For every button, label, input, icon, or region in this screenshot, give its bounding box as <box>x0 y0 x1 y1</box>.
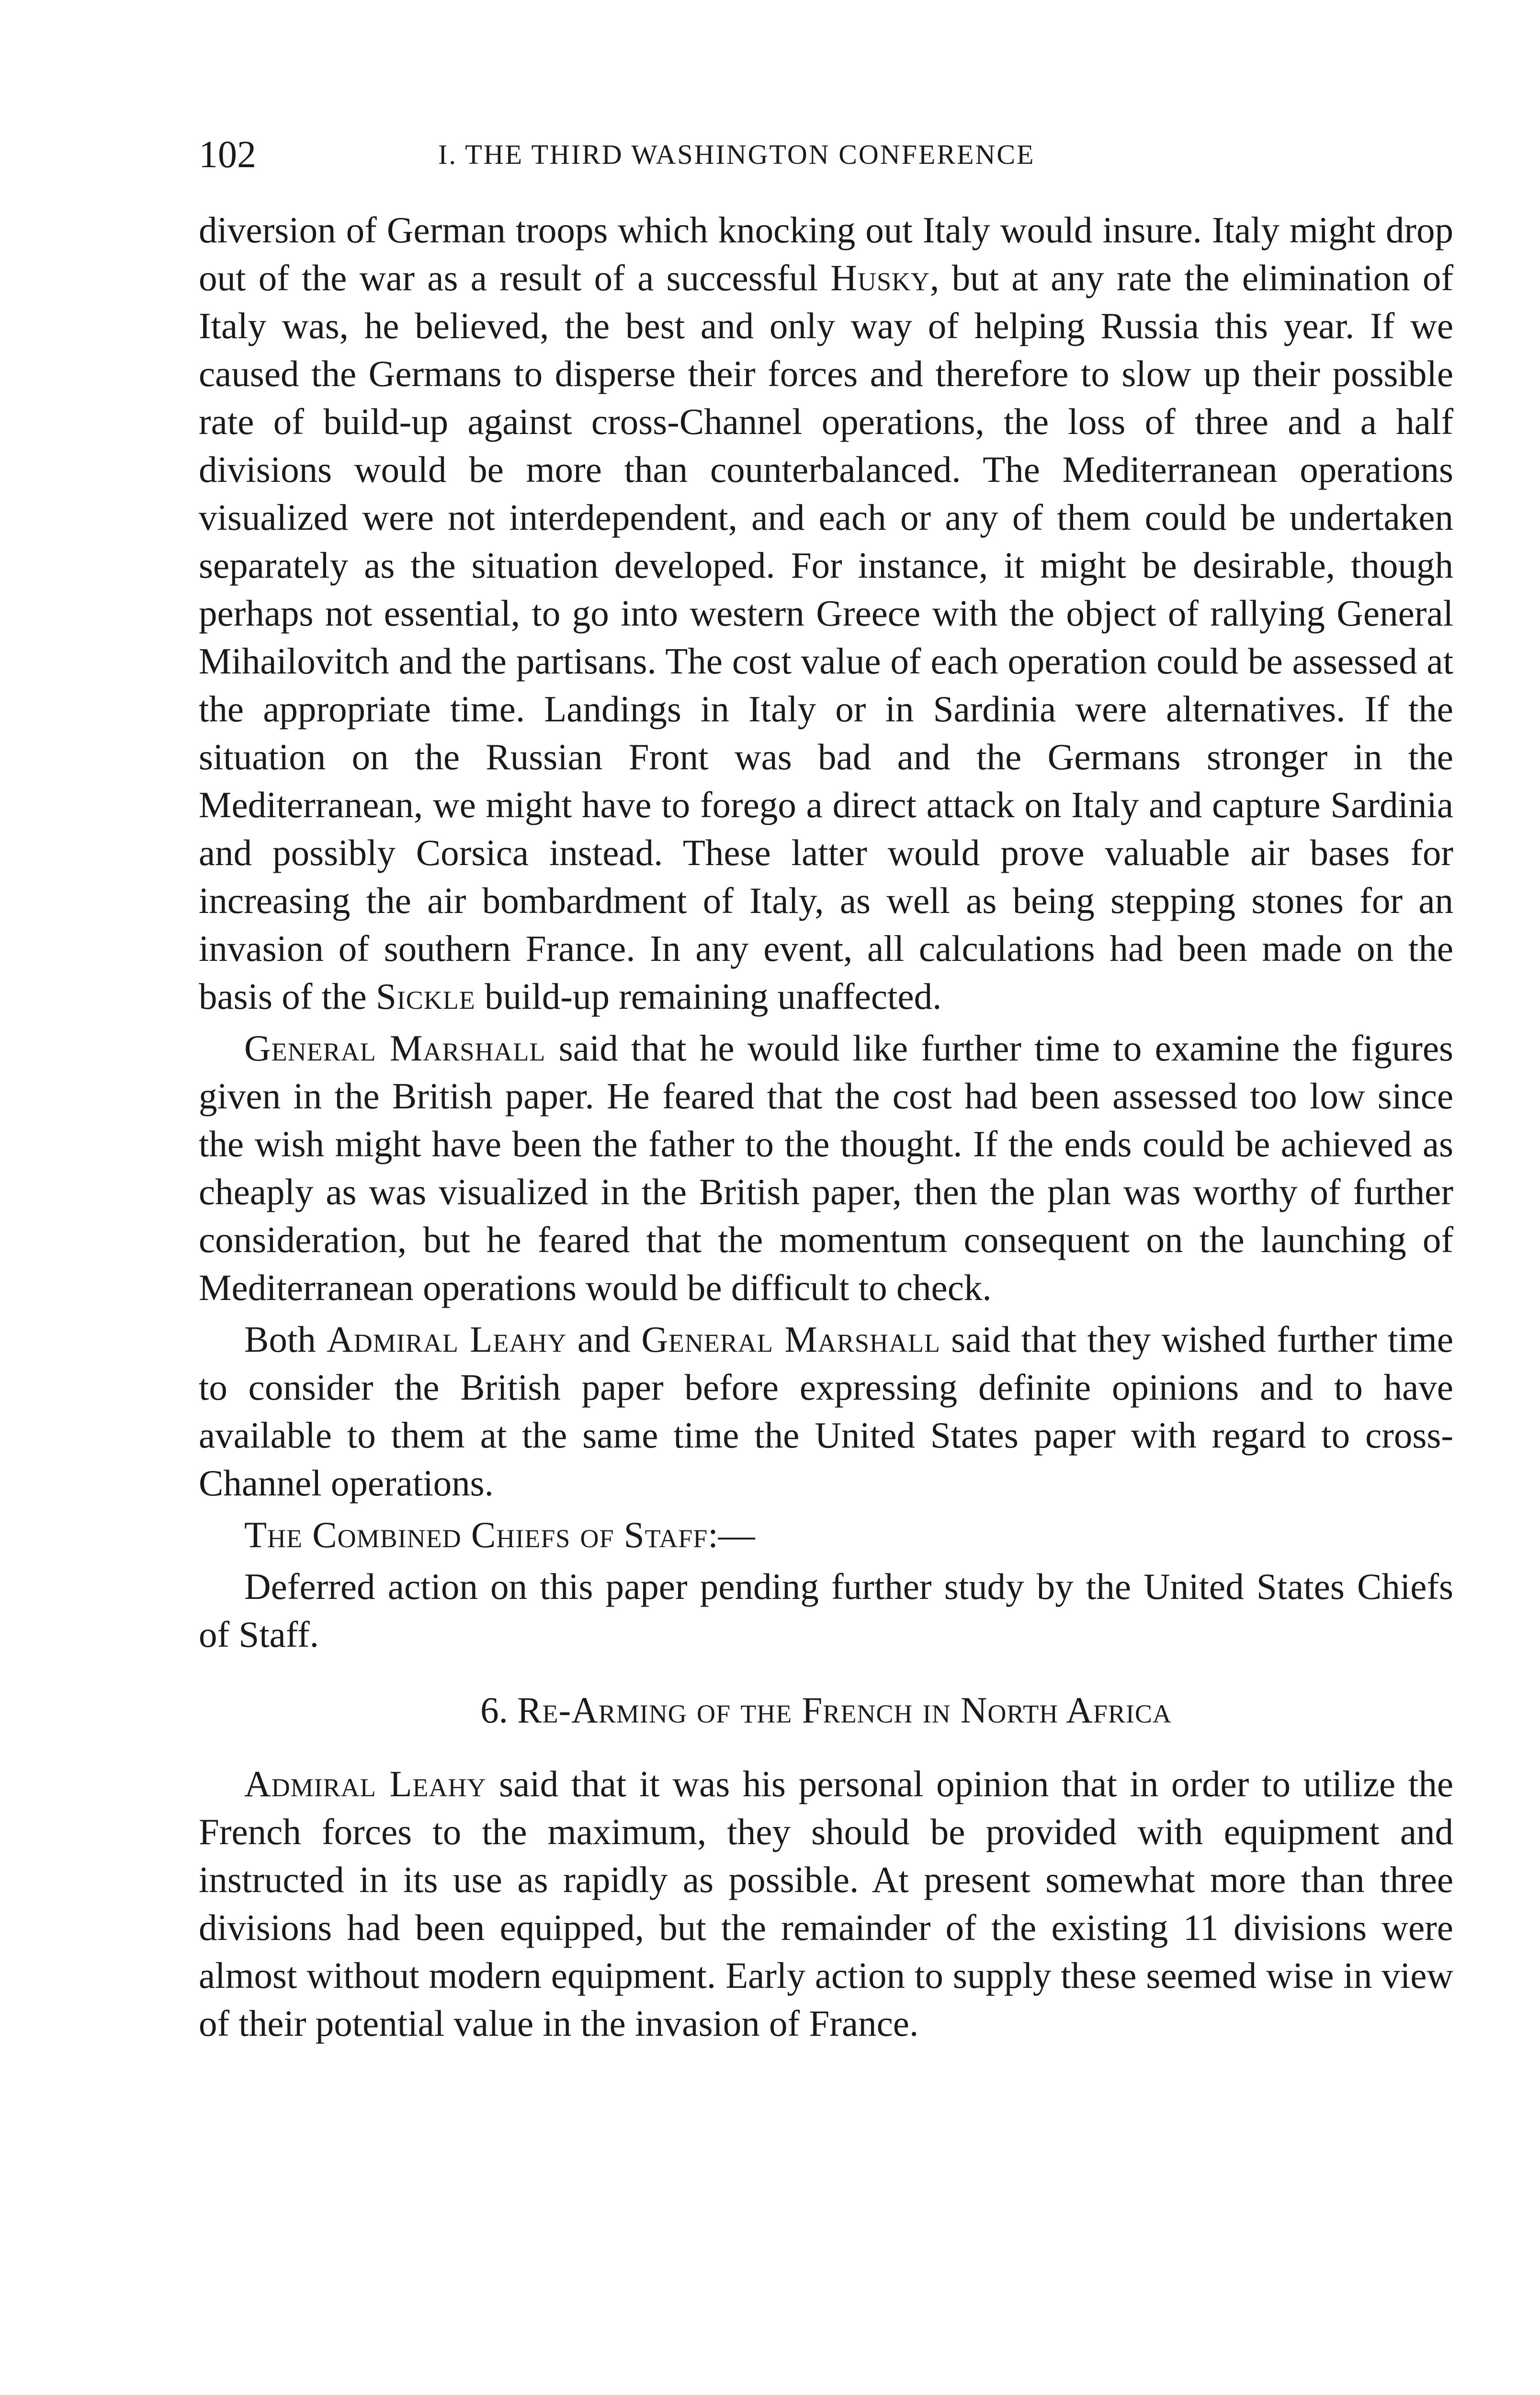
speaker-name: Admiral Leahy <box>244 1763 487 1804</box>
operation-name-husky: Husky <box>830 257 930 298</box>
paragraph-text: , but at any rate the elimination of Italy was, he believed, the best and only way of helping Russia this year. If we caused the Germans to disperse their forces and therefore to slow up their possible rate of build-up against cross-Channel operations, the loss of three and a half divisions would be more than counterbalanced. The Mediterranean operations visualized were not interdependent, and each or any of them could be undertaken separately as the situation developed. For instance, it might be desirable, though perhaps not essential, to go into western Greece with the object of rallying General Mihailovitch and the partisans. The cost value of each operation could be assessed at the appropriate time. Landings in Italy or in Sardinia were alternatives. If the situation on the Russian Front was bad and the Germans stronger in the Mediterranean, we might have to forego a direct attack on Italy and capture Sardinia and possibly Corsica instead. These latter would prove valuable air bases for increasing the air bombardment of Italy, as well as being stepping stones for an invasion of southern France. In any event, all calculations had been made on the basis of the <box>199 257 1453 1017</box>
paragraph-text: said that he would like further time to examine the figures given in the British paper. He feared that the cost had been assessed too low since the wish might have been the father to the thought. If the ends could be achieved as cheaply as was visualized in the British paper, then the plan was worthy of further consideration, but he feared that the momentum consequent on the launching of Mediterranean operations would be difficult to check. <box>199 1027 1453 1308</box>
paragraph-british-argument <box>199 206 1453 1020</box>
paragraph-text: build-up remaining unaffected. <box>475 976 942 1017</box>
paragraph-text: and <box>566 1319 642 1360</box>
running-title: I. THE THIRD WASHINGTON CONFERENCE <box>438 139 1035 170</box>
paragraph-deferred-action <box>199 1562 1453 1658</box>
paragraph-leahy-marshall <box>199 1315 1453 1507</box>
section-number: 6. <box>480 1689 518 1731</box>
section-title: Re-Arming of the French in North Africa <box>517 1689 1172 1731</box>
paragraph-leahy-french <box>199 1760 1453 2047</box>
paragraph-marshall <box>199 1024 1453 1312</box>
speaker-name: General Marshall <box>641 1319 940 1360</box>
speaker-name: The Combined Chiefs of Staff <box>244 1514 708 1555</box>
running-head <box>199 128 1453 181</box>
speaker-name: General Marshall <box>244 1027 546 1069</box>
paragraph-text: Deferred action on this paper pending further study by the United States Chiefs of Staff. <box>199 1566 1453 1655</box>
paragraph-text: said that they wished further time to consider the British paper before expressing definite opinions and to have available to them at the same time the United States paper with regard to cross-Channel operations. <box>199 1319 1454 1504</box>
paragraph-text: Both <box>244 1319 327 1360</box>
paragraph-text: diversion of German troops which knocking out Italy would insure. Italy might drop out of the war as a result of a successful <box>199 209 1453 298</box>
operation-name-sickle: Sickle <box>375 976 476 1017</box>
paragraph-combined-chiefs <box>199 1511 1453 1559</box>
paragraph-text: :— <box>708 1514 755 1555</box>
paragraph-text: said that it was his personal opinion that in order to utilize the French forces to the maximum, they should be provided with equipment and instructed in its use as rapidly as possible. At present somewhat more than three divisions had been equipped, but the remainder of the existing 11 divisions were almost without modern equipment. Early action to supply these seemed wise in view of their potential value in the invasion of France. <box>199 1763 1453 2044</box>
page-number: 102 <box>199 134 256 176</box>
body-text <box>199 206 1453 2047</box>
section-heading <box>199 1686 1453 1734</box>
speaker-name: Admiral Leahy <box>327 1319 567 1360</box>
